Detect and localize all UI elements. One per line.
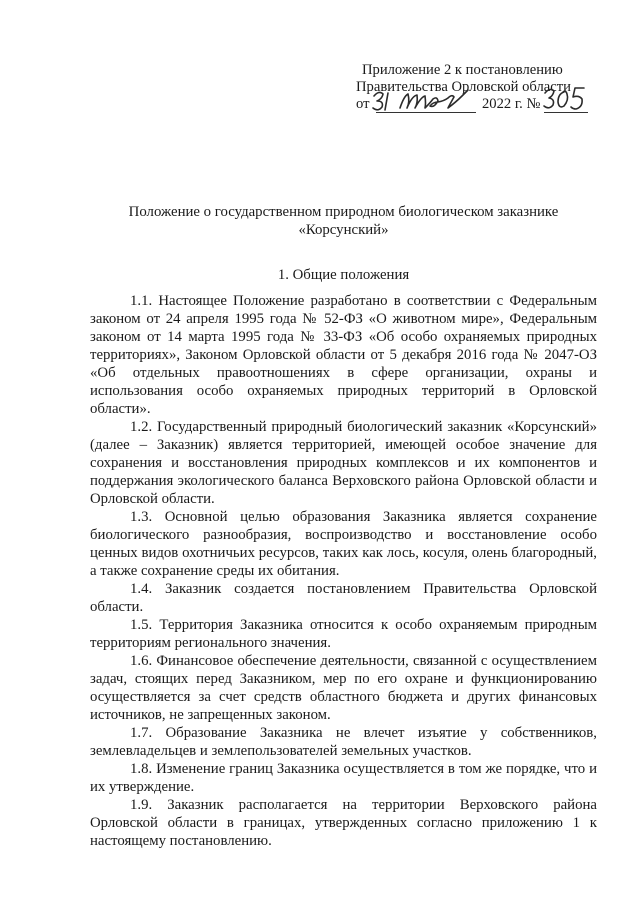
handwritten-date-signature [370, 86, 482, 114]
paragraph-1-5: 1.5. Территория Заказника относится к особо охраняемым природным территориям регионального значения. [90, 617, 597, 651]
attachment-line-3 [356, 96, 596, 116]
attachment-line-1: Приложение 2 к постановлению [362, 62, 563, 78]
paragraph-1-6: 1.6. Финансовое обеспечение деятельности, связанной с осуществлением задач, стоящих перед Заказником, мер по его охране и функционированию осуществляется за счет средств областного бюджета и других финансовых источников, не запрещенных законом. [90, 653, 597, 723]
title-line-2: «Корсунский» [298, 222, 389, 238]
title-line-1: Положение о государственном природном биологическом заказнике [128, 204, 559, 220]
paragraph-1-7: 1.7. Образование Заказника не влечет изъятие у собственников, землевладельцев и землепользователей земельных участков. [90, 725, 597, 759]
document-title [80, 203, 607, 239]
paragraph-1-2: 1.2. Государственный природный биологический заказник «Корсунский» (далее – Заказник) является территорией, имеющей особое значение для сохранения и восстановления природных комплексов и их компонентов и поддержания экологического баланса Верховского района Орловской области и Орловской области. [90, 419, 597, 507]
attachment-header [356, 62, 596, 116]
paragraph-1-8: 1.8. Изменение границ Заказника осуществляется в том же порядке, что и их утверждение. [90, 761, 597, 795]
attachment-year: 2022 г. № [482, 96, 541, 112]
handwritten-number-signature [542, 84, 588, 114]
attachment-line-2: Правительства Орловской области [356, 79, 571, 95]
paragraph-1-9: 1.9. Заказник располагается на территории Верховского района Орловской области в границах, утвержденных согласно приложению 1 к настоящему постановлению. [90, 797, 597, 849]
section-heading: 1. Общие положения [277, 267, 410, 283]
attachment-ot: от [356, 96, 370, 112]
paragraph-1-3: 1.3. Основной целью образования Заказника является сохранение биологического разнообразия, воспроизводство и восстановление особо ценных видов охотничьих ресурсов, таких как лось, косуля, олень благородный, а также сохранение среды их обитания. [90, 509, 597, 579]
paragraph-1-4: 1.4. Заказник создается постановлением Правительства Орловской области. [90, 581, 597, 615]
paragraph-1-1: 1.1. Настоящее Положение разработано в соответствии с Федеральным законом от 24 апреля 1995 года № 52-ФЗ «О животном мире», Федеральным законом от 14 марта 1995 года № 33-ФЗ «Об особо охраняемых природных территориях», Законом Орловской области от 5 декабря 2016 года № 2047-ОЗ «Об отдельных правоотношениях в сфере организации, охраны и использования особо охраняемых природных территорий в Орловской области». [90, 293, 597, 417]
document-body [90, 292, 597, 850]
